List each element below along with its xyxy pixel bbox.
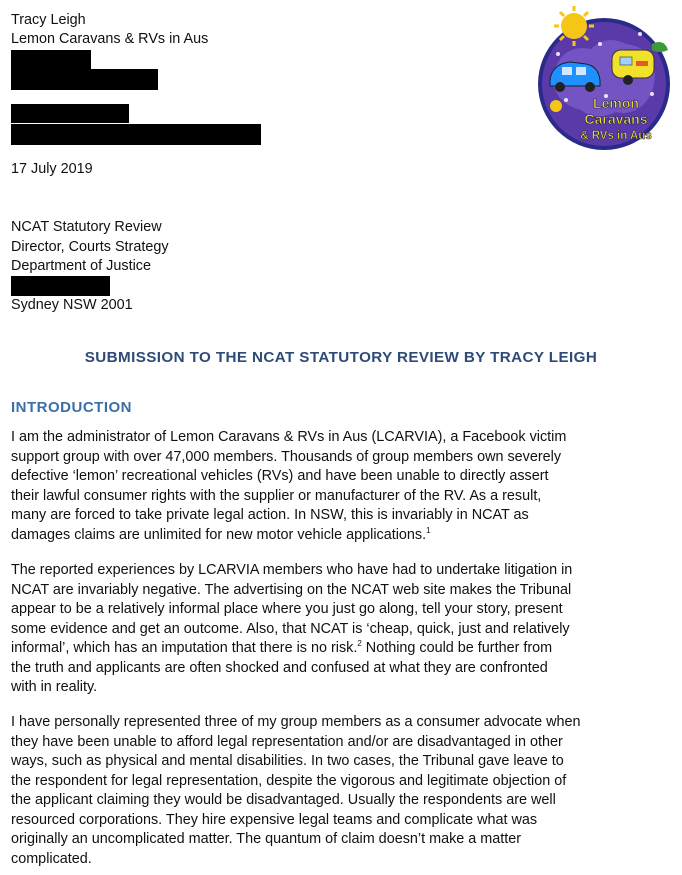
- recipient-line: NCAT Statutory Review: [11, 219, 162, 235]
- text-line: support group with over 47,000 members. Thousands of group members own severely: [11, 448, 562, 465]
- redacted-block: [11, 276, 110, 296]
- text-line: they have been unable to afford legal representation and/or are disadvantaged in other: [11, 733, 563, 750]
- text-line: the truth and applicants are often shocked and confused at what they are confronted: [11, 659, 548, 676]
- lemon-caravans-logo: [536, 4, 672, 158]
- text-line: their lawful consumer rights with the supplier or manufacturer of the RV. As a result,: [11, 487, 542, 504]
- star-icon: [550, 100, 562, 112]
- recipient-line: Department of Justice: [11, 258, 151, 274]
- logo-word: Caravans: [584, 111, 648, 127]
- text-line: with in reality.: [11, 679, 98, 695]
- paragraph-representation: [11, 713, 681, 869]
- redacted-block: [11, 50, 91, 70]
- footnote-marker[interactable]: 1: [426, 525, 431, 535]
- text-line: The reported experiences by LCARVIA members who have had to undertake litigation in: [11, 562, 573, 578]
- text-line: I am the administrator of Lemon Caravans & RVs in Aus (LCARVIA), a Facebook victim: [11, 429, 567, 445]
- text-line: some evidence and get an outcome. Also, that NCAT is ‘cheap, quick, just and relatively: [11, 620, 570, 637]
- text-line-with-footnote: [11, 639, 681, 659]
- text-line: the respondent for legal representation, despite the vigorous and legitimate objection of: [11, 772, 567, 789]
- text-line: complicated.: [11, 850, 92, 867]
- text-line: originally an uncomplicated matter. The quantum of claim doesn’t make a matter: [11, 831, 522, 847]
- recipient-city: Sydney NSW 2001: [11, 297, 133, 313]
- sender-name: Tracy Leigh: [11, 12, 86, 28]
- letter-date: 17 July 2019: [11, 161, 93, 177]
- paragraph-intro: [11, 428, 681, 545]
- document-title: SUBMISSION TO THE NCAT STATUTORY REVIEW BY TRACY LEIGH: [84, 349, 598, 366]
- recipient-line: Director, Courts Strategy: [11, 239, 169, 255]
- text-line: the applicant claiming they would be disadvantaged. Usually the respondents are well: [11, 792, 556, 808]
- text-fragment: damages claims are unlimited for new motor vehicle applications.: [11, 526, 427, 543]
- text-line: resourced corporations. They hire expensive legal teams and complicate what was: [11, 811, 538, 828]
- text-line: I have personally represented three of my group members as a consumer advocate when: [11, 714, 581, 730]
- paragraph-experiences: [11, 561, 681, 698]
- sender-org: Lemon Caravans & RVs in Aus: [11, 31, 209, 47]
- text-line: defective ‘lemon’ recreational vehicles (RVs) and have been unable to directly assert: [11, 468, 549, 484]
- section-heading: INTRODUCTION: [11, 399, 132, 416]
- text-line: many are forced to take private legal action. In NSW, this is invariably in NCAT as: [11, 507, 529, 523]
- text-line: appear to be a relatively informal place where you just go along, tell your story, present: [11, 601, 563, 617]
- redacted-block: [11, 104, 129, 123]
- redacted-block: [11, 69, 158, 90]
- text-line: ways, such as physical and mental disabilities. In two cases, the Tribunal gave leave to: [11, 753, 564, 769]
- text-line-with-footnote: [11, 526, 681, 546]
- footnote-marker[interactable]: 2: [357, 639, 362, 649]
- text-fragment: Nothing could be further from: [361, 640, 553, 656]
- logo-word: Lemon: [593, 95, 639, 111]
- logo-word: & RVs in Aus: [580, 130, 652, 142]
- text-fragment: informal’, which has an imputation that there is no risk.: [11, 640, 358, 656]
- text-line: NCAT are invariably negative. The advertising on the NCAT web site makes the Tribunal: [11, 581, 572, 598]
- redacted-block: [11, 124, 261, 145]
